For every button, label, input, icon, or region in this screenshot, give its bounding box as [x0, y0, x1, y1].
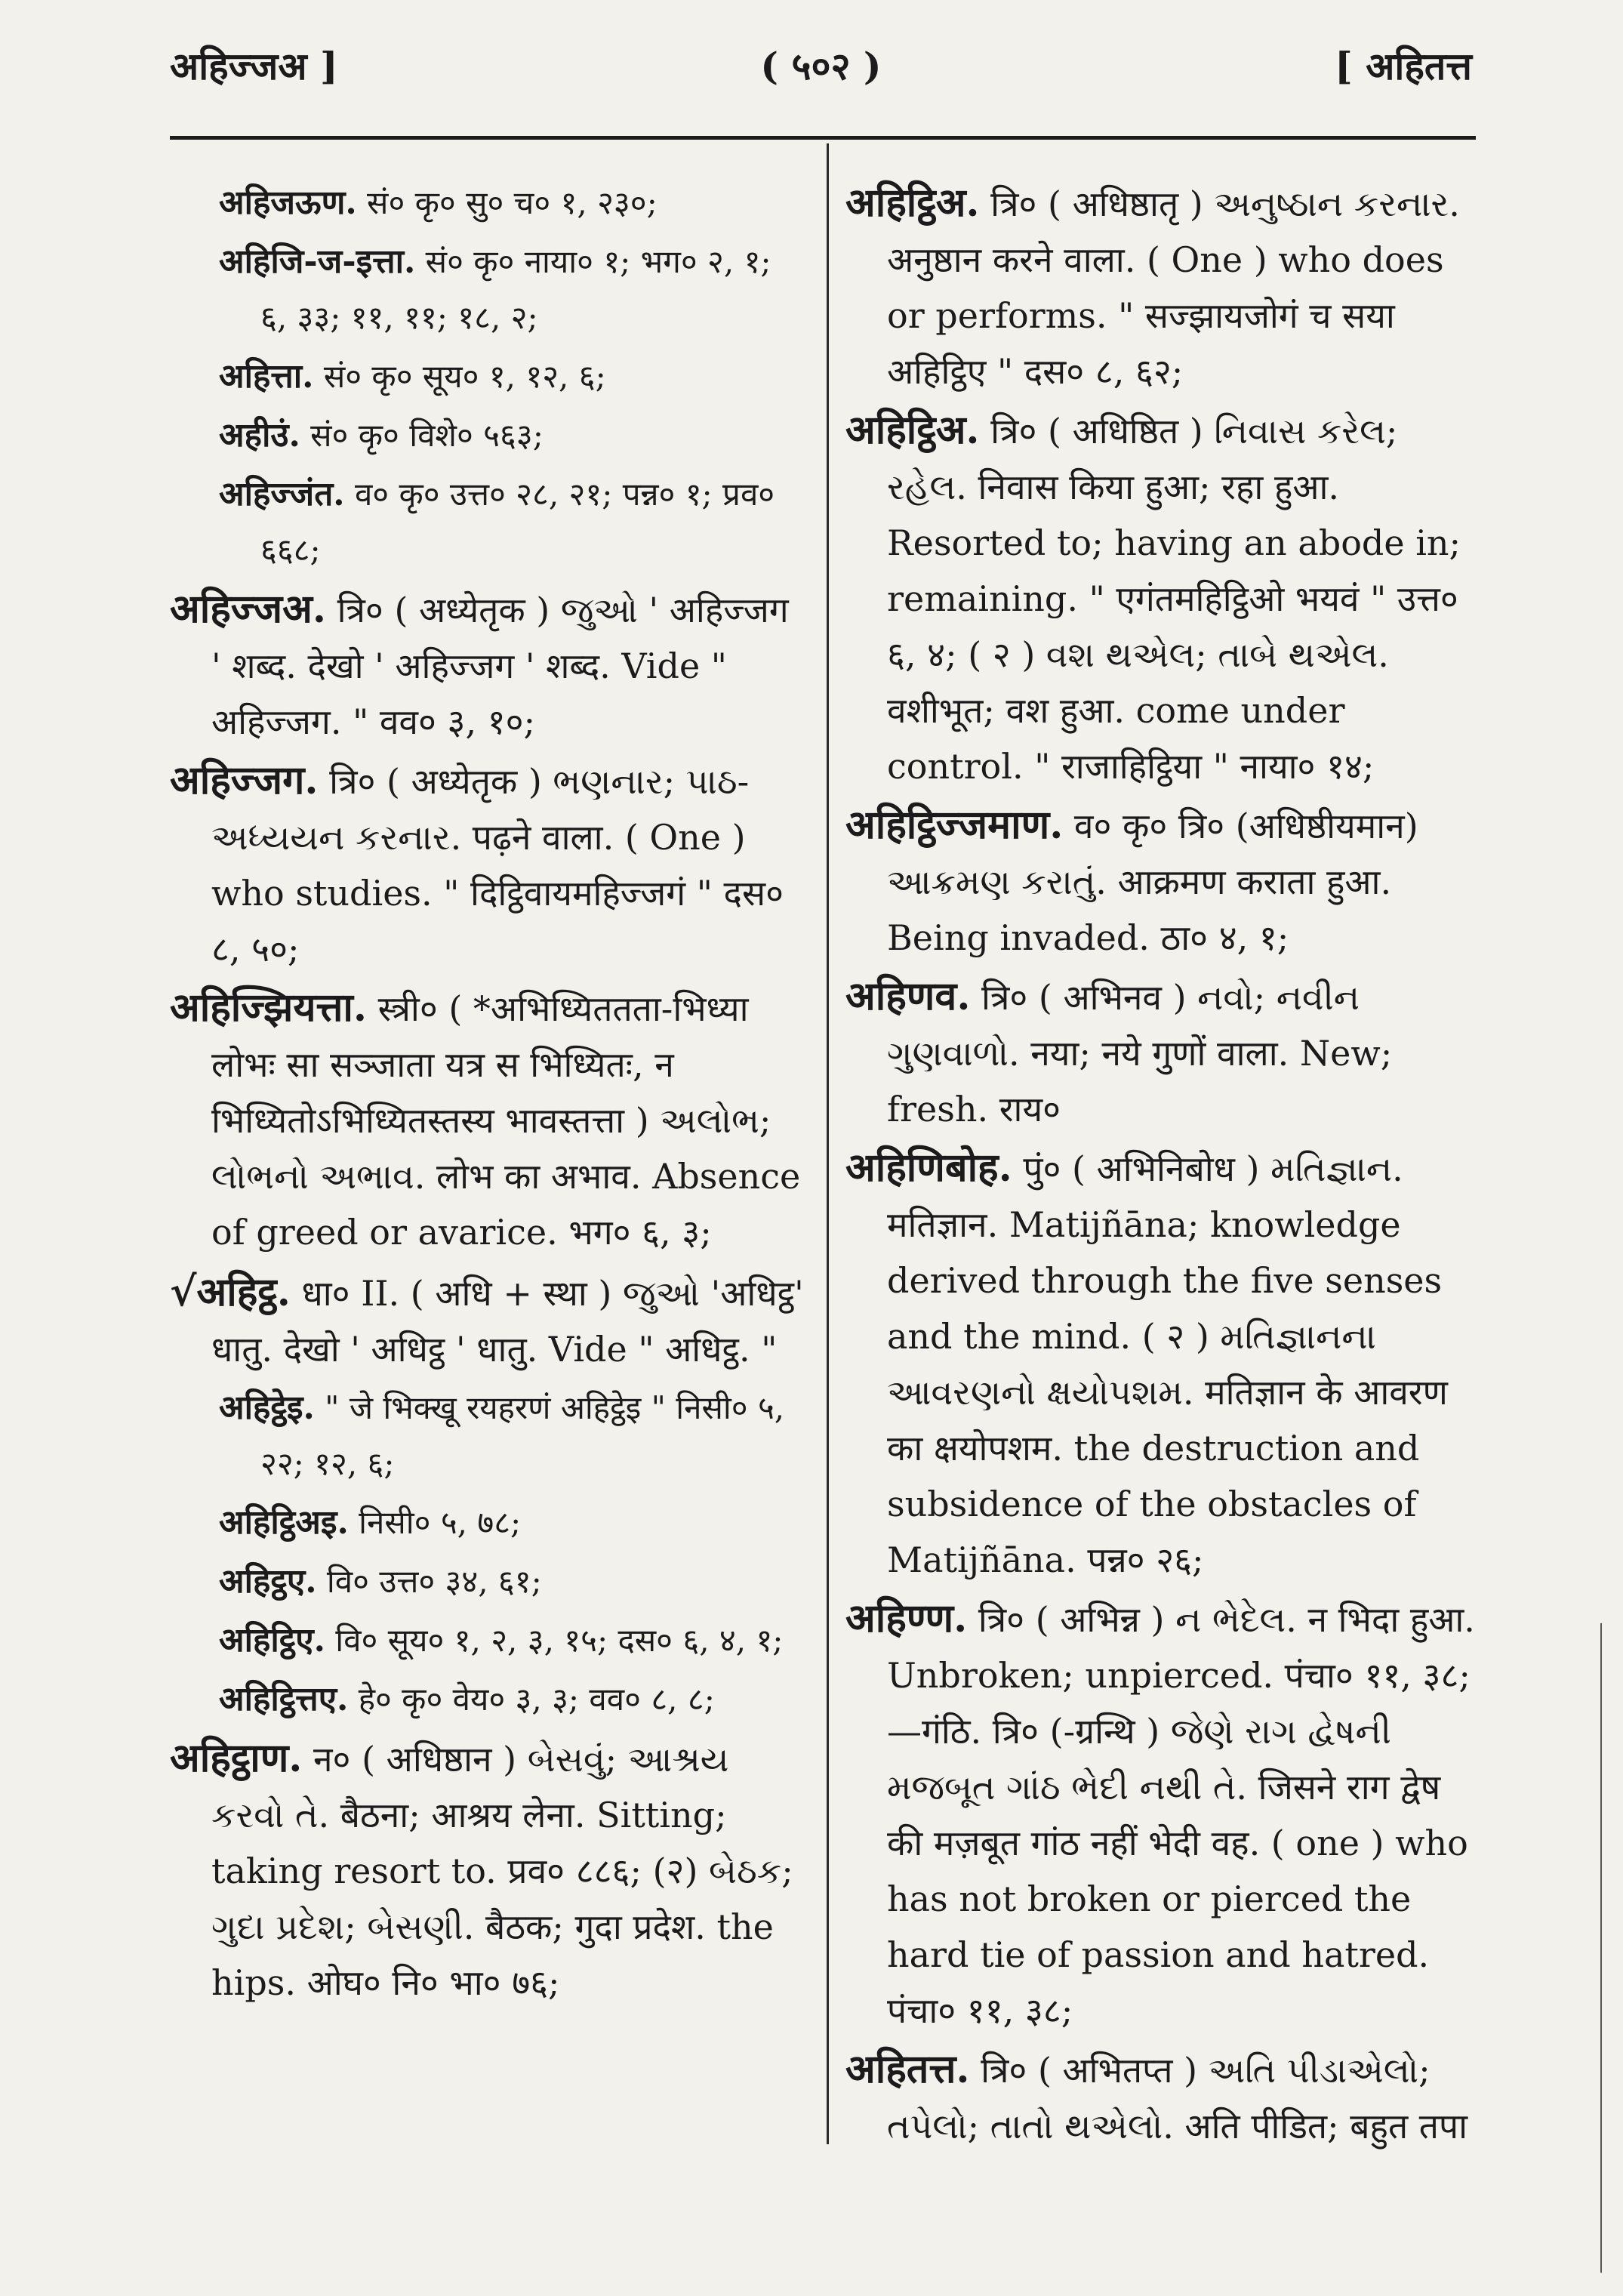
dictionary-entry	[845, 969, 1480, 1137]
sub-entry	[170, 408, 804, 464]
sub-entry	[170, 467, 804, 578]
headword: अहिज्जग.	[170, 757, 319, 803]
page-header	[170, 39, 1472, 100]
headword: अहिट्ठिज्जमाण.	[845, 802, 1064, 848]
headword: अहितत्त.	[845, 2046, 970, 2092]
dictionary-entry	[845, 797, 1480, 966]
sub-entry	[170, 1554, 804, 1610]
right-column	[845, 175, 1480, 2157]
headword: अहिट्ठिअइ.	[219, 1503, 349, 1542]
definition: वि० उत्त० ३४, ६१;	[316, 1563, 542, 1600]
dictionary-entry	[845, 2042, 1480, 2154]
definition: त्रि० ( अभिन्न ) ન ભેદેલ. न भिदा हुआ. Unbroken; unpierced. पंचा० ११, ३८;—गंठि. त्रि० (-ग्रन्थि ) જેણે રાગ દ્વેષની મજબૂત ગાંઠ ભેદી નથી તે. जिसने राग द्वेष की मज़बूत गांठ नहीं भेदी वह. ( one ) who has not broken or pierced the hard tie of passion and hatred. पंचा० ११, ३८;	[887, 1599, 1475, 2031]
headword: अहिजऊण.	[219, 183, 357, 222]
headword: अहिणिबोह.	[845, 1145, 1012, 1191]
dictionary-entry	[170, 1730, 804, 2011]
headword: अहिट्ठेइ.	[219, 1388, 315, 1427]
definition: त्रि० ( अभितप्त ) અતિ પીડાએલો; તપેલો; તાતો થએલો. अति पीडित; बहुत तपा	[887, 2050, 1468, 2147]
headword: अहिणव.	[845, 973, 971, 1019]
definition: निसी० ५, ७८;	[348, 1504, 522, 1541]
dictionary-entry	[170, 753, 804, 977]
definition: पुं० ( अभिनिबोध ) મતિજ્ઞાન. मतिज्ञान. Matijñāna; knowledge derived through the five senses and the mind. ( २ ) મતિજ્ઞાનના આવરણનો ક્ષયોપશમ. मतिज्ञान के आवरण का क्षयोपशम. the destruction and subsidence of the obstacles of Matijñāna. पन्न० २६;	[887, 1148, 1448, 1580]
dictionary-entry	[845, 1140, 1480, 1588]
headword: अहिट्ठाण.	[170, 1735, 303, 1781]
definition: त्रि० ( अधिष्ठित ) નિવાસ કરેલ; રહેલ. निवास किया हुआ; रहा हुआ. Resorted to; having an abode in; remaining. " एगंतमहिट्ठिओ भयवं " उत्त० ६, ४; ( २ ) વશ થએલ; તાબે થએલ. वशीभूत; वश हुआ. come under control. " राजाहिट्ठिया " नाया० १४;	[887, 411, 1461, 787]
definition: त्रि० ( अधिष्ठातृ ) અનુષ્ઠાન કરનાર. अनुष्ठान करने वाला. ( One ) who does or performs. " सज्झायजोगं च सया अहिट्ठिए " दस० ८, ६२;	[887, 183, 1460, 392]
definition: सं० कृ० सु० च० १, २३०;	[356, 184, 658, 221]
dictionary-entry	[845, 1591, 1480, 2039]
definition: हे० कृ० वेय० ३, ३; वव० ८, ८;	[348, 1681, 715, 1718]
definition: वि० सूय० १, २, ३, १५; दस० ६, ४, १;	[325, 1622, 784, 1659]
dictionary-entry	[845, 402, 1480, 794]
left-column	[170, 175, 804, 2014]
definition: त्रि० ( अध्येतृक ) જુઓ ' अहिज्जग ' शब्द. देखो ' अहिज्जग ' शब्द. Vide " अहिज्जग. " वव० ३, १०;	[211, 590, 789, 742]
header-rule	[170, 136, 1476, 140]
definition: सं० कृ० नाया० १; भग० २, १; ६, ३३; ११, ११; १८, २;	[260, 243, 771, 336]
definition: व० कृ० त्रि० (अधिष्ठीयमान) આક્રમણ કરાતું. आक्रमण कराता हुआ. Being invaded. ठा० ४, १;	[887, 806, 1418, 958]
headword: अहिज्झियत्ता.	[170, 985, 367, 1031]
page-edge-line	[1600, 1623, 1602, 2273]
header-right-guideword: [ अहितत्त	[1335, 44, 1472, 88]
definition: त्रि० ( अध्येतृक ) ભણનાર; પાઠ-અધ્યયન કરનાર. पढ़ने वाला. ( One ) who studies. " दिट्ठिवायमहिज्जगं " दस० ८, ५०;	[211, 761, 784, 969]
sub-entry	[170, 234, 804, 346]
headword: अहिट्ठिए.	[219, 1621, 325, 1660]
headword: अहिट्ठए.	[219, 1562, 317, 1601]
headword: अहिजि-ज-इत्ता.	[219, 242, 416, 281]
definition: सं० कृ० विशे० ५६३;	[300, 417, 544, 454]
definition: सं० कृ० सूय० १, १२, ६;	[313, 358, 606, 395]
headword: अहिज्जअ.	[170, 586, 326, 632]
column-divider	[827, 143, 829, 2144]
headword: अहित्ता.	[219, 357, 314, 396]
sub-entry	[170, 349, 804, 405]
definition: धा० II. ( अधि + स्था ) જુઓ 'अधिट्ठ' धातु. देखो ' अधिट्ठ ' धातु. Vide " अधिट्ठ. "	[211, 1273, 804, 1370]
headword: अहिट्ठिअ.	[845, 407, 980, 453]
sub-entry	[170, 1495, 804, 1551]
headword: अहिज्जंत.	[219, 475, 345, 513]
sub-entry	[170, 1672, 804, 1727]
definition: न० ( अधिष्ठान ) બેસવું; આશ્રય કરવો તે. बैठना; आश्रय लेना. Sitting; taking resort to. प्रव० ८८६; (२) બેઠક; ગુદા પ્રદેશ; બેસણી. बैठक; गुदा प्रदेश. the hips. ओघ० नि० भा० ७६;	[211, 1739, 793, 2003]
definition: " जे भिक्खू रयहरणं अहिट्ठेइ " निसी० ५, २२; १२, ६;	[260, 1389, 785, 1482]
headword: अहिण्ण.	[845, 1595, 968, 1641]
sub-entry	[170, 1380, 804, 1492]
page-number: ( ५०२ )	[760, 44, 882, 88]
dictionary-entry	[170, 980, 804, 1260]
sub-entry	[170, 1613, 804, 1669]
root-mark: √	[170, 1267, 197, 1315]
definition: व० कृ० उत्त० २८, २१; पन्न० १; प्रव० ६६८;	[260, 476, 775, 569]
dictionary-entry	[170, 1263, 804, 1377]
dictionary-entry	[845, 175, 1480, 399]
sub-entry	[170, 175, 804, 231]
dictionary-entry	[170, 581, 804, 750]
definition: स्त्री० ( *अभिध्यिततता-भिध्या लोभः सा सञ्जाता यत्र स भिध्यितः, न भिध्यितोऽभिध्यितस्तस्य भावस्तत्ता ) અલોભ; લોભનો અભાવ. लोभ का अभाव. Absence of greed or avarice. भग० ६, ३;	[211, 988, 801, 1253]
headword: अहीउं.	[219, 416, 300, 455]
definition: त्रि० ( अभिनव ) નવો; નવીન ગુણવાળો. नया; नये गुणों वाला. New; fresh. राय०	[887, 977, 1393, 1130]
headword: अहिट्ठिअ.	[845, 180, 980, 226]
headword: अहिट्ठित्तए.	[219, 1680, 349, 1718]
headword: अहिट्ठ.	[196, 1269, 291, 1315]
header-left-guideword: अहिज्जअ ]	[170, 44, 338, 88]
